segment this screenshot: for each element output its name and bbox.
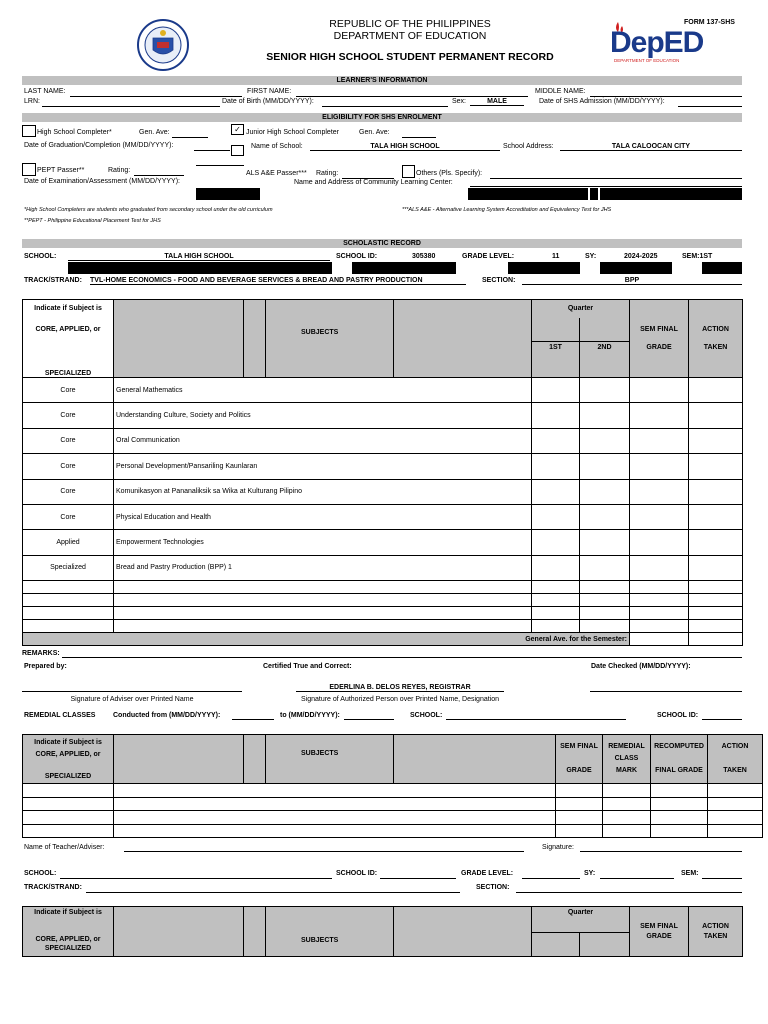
blank-cell[interactable] xyxy=(651,811,708,825)
form-code: FORM 137-SHS xyxy=(684,19,735,26)
remedial-col-mark xyxy=(603,735,651,784)
col-indicate-header-2: CORE, APPLIED, or xyxy=(23,318,114,342)
subject-name: Bread and Pastry Production (BPP) 1 xyxy=(114,555,532,580)
remedial-col-action-1: ACTION xyxy=(721,743,749,750)
remedial-col-indicate-2: CORE, APPLIED, or xyxy=(35,751,101,758)
sem2-grades-table xyxy=(22,906,743,957)
hs-completer-label: High School Completer* xyxy=(37,129,112,136)
sem2-col-semfinal-2: GRADE xyxy=(646,932,672,940)
sex-value[interactable]: MALE xyxy=(470,98,524,106)
blank-cell[interactable] xyxy=(603,824,651,838)
blank-cell[interactable] xyxy=(114,607,532,620)
remedial-col-indicate-3: SPECIALIZED xyxy=(44,773,92,780)
blank-cell[interactable] xyxy=(114,811,556,825)
eligibility-school-value[interactable]: TALA HIGH SCHOOL xyxy=(310,143,500,151)
table-row xyxy=(23,797,763,811)
q1-grade-cell[interactable] xyxy=(532,378,580,403)
middle-name-field[interactable] xyxy=(590,96,742,97)
admission-date-label: Date of SHS Admission (MM/DD/YYYY): xyxy=(539,98,665,105)
col-semfinal-header-2: GRADE xyxy=(630,342,689,378)
remarks-label: REMARKS: xyxy=(22,650,60,657)
action-taken-cell[interactable] xyxy=(689,555,743,580)
blank-cell[interactable] xyxy=(23,594,114,607)
first-name-label: FIRST NAME: xyxy=(247,88,292,95)
q1-grade-cell[interactable] xyxy=(532,428,580,453)
others-checkbox[interactable] xyxy=(402,165,415,178)
remedial-col-subjects: SUBJECTS xyxy=(301,750,339,757)
sem2-col-quarter: Quarter xyxy=(532,907,630,933)
note-hs-completer: *High School Completers are students who graduated from secondary school under the old curriculum xyxy=(24,207,273,213)
section-value[interactable]: BPP xyxy=(522,277,742,285)
action-taken-cell[interactable] xyxy=(689,530,743,555)
action-taken-cell[interactable] xyxy=(689,454,743,479)
general-average-row xyxy=(23,633,743,646)
sem-final-cell[interactable] xyxy=(630,555,689,580)
redacted-clc-1 xyxy=(468,188,588,200)
remedial-col-semfinal-1: SEM FINAL xyxy=(560,743,598,750)
blank-cell[interactable] xyxy=(708,797,763,811)
certified-label: Certified True and Correct: xyxy=(263,663,352,670)
redacted-clc-2 xyxy=(590,188,598,200)
hs-gen-ave-field[interactable] xyxy=(172,137,208,138)
sem2-school-id-label: SCHOOL ID: xyxy=(336,870,378,877)
redacted-school-row-5 xyxy=(702,262,742,274)
last-name-field[interactable] xyxy=(70,96,242,97)
admission-date-field[interactable] xyxy=(678,106,742,107)
sem2-grade-level-label: GRADE LEVEL: xyxy=(461,870,514,877)
q2-grade-cell[interactable] xyxy=(580,504,630,529)
remedial-col-semfinal xyxy=(556,735,603,784)
sem2-grade-level-field[interactable] xyxy=(522,878,580,879)
deped-logo-subtext: DEPARTMENT OF EDUCATION xyxy=(614,58,680,63)
sem-final-cell[interactable] xyxy=(630,428,689,453)
als-rating-label: Rating: xyxy=(316,170,339,177)
blank-cell[interactable] xyxy=(114,784,556,798)
action-taken-cell[interactable] xyxy=(689,428,743,453)
q1-grade-cell[interactable] xyxy=(532,555,580,580)
blank-cell[interactable] xyxy=(689,607,743,620)
sem2-sy-label: SY: xyxy=(584,870,596,877)
redacted-school-row-4 xyxy=(600,262,672,274)
sem2-col-action-1: ACTION xyxy=(702,922,729,930)
lrn-label: LRN: xyxy=(24,98,40,105)
sem-final-cell[interactable] xyxy=(630,454,689,479)
grad-date-label: Date of Graduation/Completion (MM/DD/YYYY): xyxy=(24,142,174,149)
q2-grade-cell[interactable] xyxy=(580,403,630,428)
blank-cell[interactable] xyxy=(603,811,651,825)
clc-field[interactable] xyxy=(470,186,742,187)
pept-extra-field[interactable] xyxy=(196,165,244,166)
q1-grade-cell[interactable] xyxy=(532,530,580,555)
table-row xyxy=(23,784,763,798)
grad-date-box[interactable] xyxy=(231,145,244,156)
sem2-sy-field[interactable] xyxy=(600,878,674,879)
blank-cell[interactable] xyxy=(23,581,114,594)
sem2-col-indicate-2a: CORE, APPLIED, or xyxy=(35,936,101,944)
blank-cell[interactable] xyxy=(114,824,556,838)
action-taken-cell[interactable] xyxy=(689,403,743,428)
col-action-header-2: TAKEN xyxy=(689,342,743,378)
col-q2-header: 2ND xyxy=(580,342,630,378)
table-row xyxy=(23,479,743,504)
action-taken-cell[interactable] xyxy=(689,504,743,529)
remedial-col-action-2: TAKEN xyxy=(723,767,747,774)
blank-cell[interactable] xyxy=(580,581,630,594)
blank-cell[interactable] xyxy=(23,811,114,825)
sem-final-cell[interactable] xyxy=(630,479,689,504)
blank-cell[interactable] xyxy=(23,607,114,620)
eligibility-header: ELIGIBILITY FOR SHS ENROLMENT xyxy=(22,113,742,122)
blank-cell[interactable] xyxy=(708,824,763,838)
general-average-value[interactable] xyxy=(630,633,689,646)
subject-type: Applied xyxy=(23,530,114,555)
scholastic-record-header: SCHOLASTIC RECORD xyxy=(22,239,742,248)
remarks-field[interactable] xyxy=(62,657,742,658)
remedial-col-mark-2: CLASS xyxy=(614,755,639,762)
sem2-section-field[interactable] xyxy=(516,892,742,893)
jhs-completer-checkbox[interactable]: ✓ xyxy=(231,124,244,135)
blank-cell[interactable] xyxy=(689,620,743,633)
sy-label: SY: xyxy=(585,253,597,260)
signature-label: Signature: xyxy=(542,844,574,851)
sem2-col-semfinal-1: SEM FINAL xyxy=(640,922,678,930)
table-row xyxy=(23,581,743,594)
learner-info-header: LEARNER'S INFORMATION xyxy=(22,76,742,85)
q2-grade-cell[interactable] xyxy=(580,555,630,580)
deped-logo xyxy=(608,18,720,68)
col-action-header: ACTION xyxy=(689,318,743,342)
hs-gen-ave-label: Gen. Ave: xyxy=(139,129,170,136)
remedial-school-id-field[interactable] xyxy=(702,719,742,720)
subject-name: Oral Communication xyxy=(114,428,532,453)
jhs-gen-ave-label: Gen. Ave: xyxy=(359,129,390,136)
school-id-label: SCHOOL ID: xyxy=(336,253,378,260)
sem2-col-action-2: TAKEN xyxy=(703,932,728,940)
blank-cell[interactable] xyxy=(630,594,689,607)
name-of-school-label: Name of School: xyxy=(251,143,303,150)
blank-cell[interactable] xyxy=(23,824,114,838)
others-label: Others (Pls. Specify): xyxy=(416,170,483,177)
blank-cell[interactable] xyxy=(689,581,743,594)
blank-cell[interactable] xyxy=(708,811,763,825)
registrar-caption: Signature of Authorized Person over Printed Name, Designation xyxy=(300,696,500,703)
remedial-col-indicate-1: Indicate if Subject is xyxy=(34,739,102,746)
col-semfinal-header: SEM FINAL xyxy=(630,318,689,342)
subject-name: General Mathematics xyxy=(114,378,532,403)
action-taken-cell[interactable] xyxy=(689,479,743,504)
prepared-by-label: Prepared by: xyxy=(24,663,67,670)
blank-cell[interactable] xyxy=(556,784,603,798)
redacted-school-row-1 xyxy=(68,262,332,274)
middle-name-label: MIDDLE NAME: xyxy=(535,88,586,95)
subject-type: Core xyxy=(23,454,114,479)
subject-name: Empowerment Technologies xyxy=(114,530,532,555)
subject-name: Understanding Culture, Society and Politics xyxy=(114,403,532,428)
sem-label: SEM:1ST xyxy=(682,253,713,260)
table-row xyxy=(23,607,743,620)
remedial-school-label: SCHOOL: xyxy=(410,712,443,719)
remedial-from-field[interactable] xyxy=(232,719,274,720)
remedial-from-label: Conducted from (MM/DD/YYYY): xyxy=(113,712,221,719)
adviser-caption: Signature of Adviser over Printed Name xyxy=(70,696,194,703)
table-row xyxy=(23,454,743,479)
blank-cell[interactable] xyxy=(689,594,743,607)
sem2-col-semfinal xyxy=(630,907,689,957)
q1-grade-cell[interactable] xyxy=(532,403,580,428)
blank-cell[interactable] xyxy=(532,620,580,633)
col-indicate-header-3: SPECIALIZED xyxy=(23,342,114,378)
blank-cell[interactable] xyxy=(532,607,580,620)
sy-value[interactable]: 2024-2025 xyxy=(624,253,658,260)
q2-grade-cell[interactable] xyxy=(580,378,630,403)
deped-logo-text: DepED xyxy=(610,26,704,59)
sem2-school-label: SCHOOL: xyxy=(24,870,57,877)
table-row xyxy=(23,811,763,825)
als-label: ALS A&E Passer*** xyxy=(246,170,307,177)
dob-field[interactable] xyxy=(322,106,448,107)
table-row xyxy=(23,378,743,403)
republic-heading: REPUBLIC OF THE PHILIPPINES xyxy=(329,18,491,30)
q1-grade-cell[interactable] xyxy=(532,479,580,504)
table-row xyxy=(23,620,743,633)
remedial-col-mark-3: MARK xyxy=(616,767,637,774)
others-field[interactable] xyxy=(490,178,742,179)
sem2-section-label: SECTION: xyxy=(476,884,510,891)
q2-grade-cell[interactable] xyxy=(580,428,630,453)
blank-cell[interactable] xyxy=(603,797,651,811)
blank-cell[interactable] xyxy=(23,797,114,811)
blank-cell[interactable] xyxy=(556,811,603,825)
subject-type: Core xyxy=(23,378,114,403)
remedial-col-recomputed-2: FINAL GRADE xyxy=(655,767,703,774)
remedial-to-label: to (MM/DD/YYYY): xyxy=(280,712,340,719)
jhs-gen-ave-field[interactable] xyxy=(402,137,436,138)
blank-cell[interactable] xyxy=(630,581,689,594)
q2-grade-cell[interactable] xyxy=(580,479,630,504)
track-value[interactable]: TVL-HOME ECONOMICS - FOOD AND BEVERAGE SERVICES & BREAD AND PASTRY PRODUCTION xyxy=(90,277,466,285)
table-row xyxy=(23,403,743,428)
sem-final-cell[interactable] xyxy=(630,530,689,555)
school-address-value[interactable]: TALA CALOOCAN CITY xyxy=(560,143,742,151)
subject-type: Specialized xyxy=(23,555,114,580)
note-pept: **PEPT - Philippine Educational Placement Test for JHS xyxy=(24,218,161,224)
school-label: SCHOOL: xyxy=(24,253,57,260)
sem2-col-action xyxy=(689,907,743,957)
sem-final-cell[interactable] xyxy=(630,378,689,403)
grades-table xyxy=(22,299,743,646)
date-checked-field[interactable] xyxy=(590,691,742,692)
remedial-to-field[interactable] xyxy=(344,719,394,720)
school-value[interactable]: TALA HIGH SCHOOL xyxy=(68,253,330,261)
col-indicate-header: Indicate if Subject is xyxy=(23,300,114,318)
sem-final-cell[interactable] xyxy=(630,504,689,529)
subject-name: Personal Development/Pansariling Kaunlaran xyxy=(114,454,532,479)
sem2-sem-label: SEM: xyxy=(681,870,699,877)
remedial-school-id-label: SCHOOL ID: xyxy=(657,712,699,719)
blank-cell[interactable] xyxy=(23,784,114,798)
teacher-field[interactable] xyxy=(124,851,524,852)
q2-grade-cell[interactable] xyxy=(580,530,630,555)
table-row xyxy=(23,428,743,453)
sem2-track-label: TRACK/STRAND: xyxy=(24,884,82,891)
dob-label: Date of Birth (MM/DD/YYYY): xyxy=(222,98,314,105)
registrar-name[interactable]: EDERLINA B. DELOS REYES, REGISTRAR xyxy=(296,684,504,692)
subject-name: Physical Education and Health xyxy=(114,504,532,529)
blank-cell[interactable] xyxy=(708,784,763,798)
blank-cell[interactable] xyxy=(603,784,651,798)
general-average-label: General Ave. for the Semester: xyxy=(23,633,630,646)
remedial-col-recomputed-1: RECOMPUTED xyxy=(654,743,704,750)
blank-cell[interactable] xyxy=(114,797,556,811)
grad-date-field[interactable] xyxy=(194,150,230,151)
signature-field[interactable] xyxy=(580,851,742,852)
redacted-school-row-3 xyxy=(508,262,580,274)
sem-final-cell[interactable] xyxy=(630,403,689,428)
blank-cell[interactable] xyxy=(23,620,114,633)
deped-seal-icon xyxy=(131,18,195,72)
sem2-col-indicate-2 xyxy=(23,933,114,957)
blank-cell[interactable] xyxy=(651,824,708,838)
action-taken-cell[interactable] xyxy=(689,378,743,403)
sem2-school-field[interactable] xyxy=(60,878,332,879)
department-heading: DEPARTMENT OF EDUCATION xyxy=(333,30,487,42)
q2-grade-cell[interactable] xyxy=(580,454,630,479)
lrn-field[interactable] xyxy=(42,106,220,107)
blank-cell[interactable] xyxy=(532,581,580,594)
remedial-school-field[interactable] xyxy=(446,719,626,720)
jhs-completer-label: Junior High School Completer xyxy=(246,129,339,136)
note-als: ***ALS A&E - Alternative Learning System Accreditation and Equivalency Test for JHS xyxy=(402,207,612,213)
sem2-col-indicate-3: SPECIALIZED xyxy=(44,945,92,953)
subject-type: Core xyxy=(23,479,114,504)
remedial-table xyxy=(22,734,763,838)
table-row xyxy=(23,555,743,580)
date-checked-label: Date Checked (MM/DD/YYYY): xyxy=(591,663,691,670)
col-q1-header: 1ST xyxy=(532,342,580,378)
remedial-col-action xyxy=(708,735,763,784)
remedial-col-semfinal-2: GRADE xyxy=(566,767,592,774)
blank-cell[interactable] xyxy=(580,607,630,620)
blank-cell[interactable] xyxy=(556,824,603,838)
sex-label: Sex: xyxy=(452,98,467,105)
q1-grade-cell[interactable] xyxy=(532,504,580,529)
q1-grade-cell[interactable] xyxy=(532,454,580,479)
redacted-clc-3 xyxy=(600,188,742,200)
sem2-col-indicate: Indicate if Subject is xyxy=(23,907,114,933)
first-name-field[interactable] xyxy=(296,96,528,97)
section-label: SECTION: xyxy=(482,277,516,284)
blank-cell[interactable] xyxy=(114,581,532,594)
table-row xyxy=(23,530,743,555)
blank-cell[interactable] xyxy=(532,594,580,607)
pept-rating-label: Rating: xyxy=(108,167,131,174)
last-name-label: LAST NAME: xyxy=(24,88,66,95)
sem2-track-field[interactable] xyxy=(86,892,460,893)
blank-cell[interactable] xyxy=(580,594,630,607)
teacher-label: Name of Teacher/Adviser: xyxy=(24,844,105,851)
blank-cell[interactable] xyxy=(651,797,708,811)
subject-name: Komunikasyon at Pananaliksik sa Wika at Kulturang Pilipino xyxy=(114,479,532,504)
page-title: SENIOR HIGH SCHOOL STUDENT PERMANENT RECORD xyxy=(266,51,554,63)
grade-level-value[interactable]: 11 xyxy=(552,253,560,260)
blank-cell[interactable] xyxy=(556,797,603,811)
redacted-exam-date xyxy=(196,188,260,200)
sem2-school-id-field[interactable] xyxy=(380,878,456,879)
redacted-school-row-2 xyxy=(352,262,456,274)
blank-cell[interactable] xyxy=(651,784,708,798)
subject-type: Core xyxy=(23,403,114,428)
general-average-action[interactable] xyxy=(689,633,743,646)
pept-label: PEPT Passer** xyxy=(37,167,85,174)
subject-type: Core xyxy=(23,428,114,453)
grade-level-label: GRADE LEVEL: xyxy=(462,253,515,260)
blank-cell[interactable] xyxy=(114,594,532,607)
sem2-sem-field[interactable] xyxy=(702,878,742,879)
pept-checkbox[interactable] xyxy=(22,163,36,176)
adviser-signature-line[interactable] xyxy=(22,691,242,692)
table-row xyxy=(23,594,743,607)
exam-date-label: Date of Examination/Assessment (MM/DD/YYYY): xyxy=(24,178,180,185)
table-row xyxy=(23,504,743,529)
blank-cell[interactable] xyxy=(580,620,630,633)
subject-type: Core xyxy=(23,504,114,529)
hs-completer-checkbox[interactable] xyxy=(22,125,36,137)
school-id-value[interactable]: 305380 xyxy=(412,253,436,260)
table-row xyxy=(23,824,763,838)
blank-cell[interactable] xyxy=(630,607,689,620)
school-address-label: School Address: xyxy=(503,143,554,150)
clc-label: Name and Address of Community Learning Center: xyxy=(294,179,453,186)
sem2-col-subjects: SUBJECTS xyxy=(301,937,339,944)
blank-cell[interactable] xyxy=(114,620,532,633)
remedial-title: REMEDIAL CLASSES xyxy=(24,712,96,719)
track-label: TRACK/STRAND: xyxy=(24,277,82,284)
remedial-col-mark-1: REMEDIAL xyxy=(608,743,645,750)
blank-cell[interactable] xyxy=(630,620,689,633)
pept-rating-field[interactable] xyxy=(134,175,184,176)
remedial-col-indicate xyxy=(23,735,114,784)
col-subjects-header: SUBJECTS xyxy=(301,329,339,336)
remedial-col-recomputed xyxy=(651,735,708,784)
col-quarter-header: Quarter xyxy=(532,300,630,318)
